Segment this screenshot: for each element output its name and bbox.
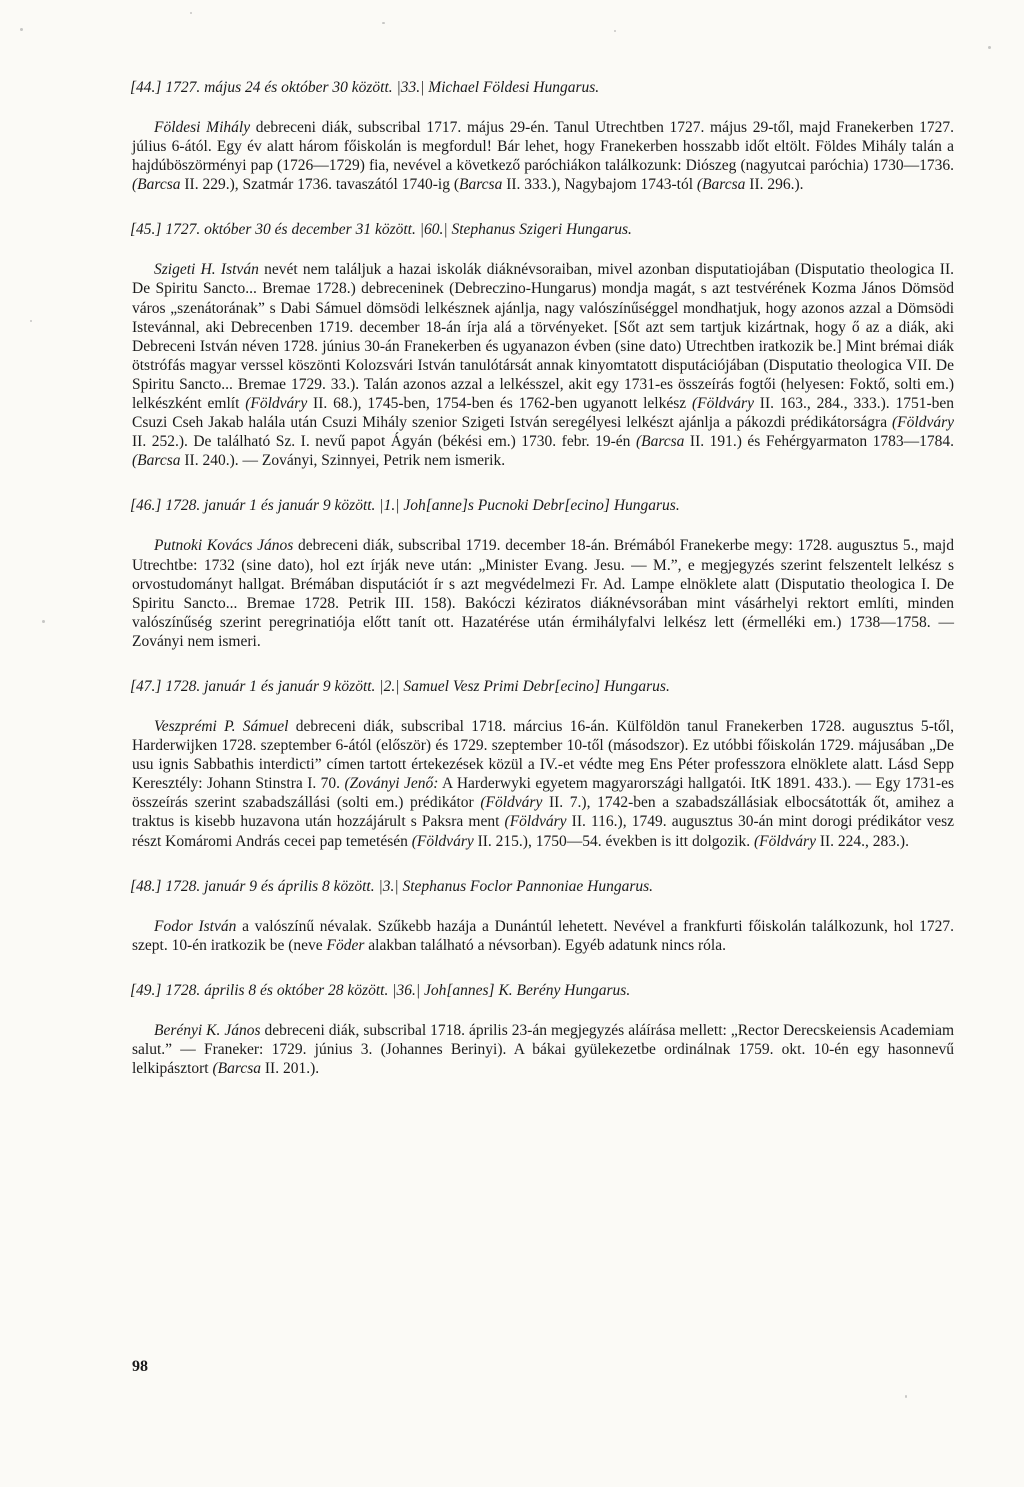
entry-45 (132, 220, 954, 470)
entry-heading: [46.] 1728. január 1 és január 9 között. |1.| Joh[anne]s Pucnoki Debr[ecino] Hungarus. (130, 497, 680, 515)
scan-speck (30, 320, 32, 322)
scan-speck (20, 28, 23, 31)
scan-speck (988, 46, 991, 49)
scan-speck (190, 12, 192, 14)
entry-body: Putnoki Kovács János debreceni diák, subscribal 1719. december 18-án. Brémából Franekerbe megy: 1728. augusztus 5., majd Utrechtbe: 1732 (sine dato), hol ezt írják neve után: „Minister Evang. Jesu. — M.”, e megjegyzés szerint felszentelt lelkész s orvostudományt hallgat. Brémában disputációt ír s azt megvédelmezi Fr. Ad. Lampe elnöklete alatt (Disputatio theologica I. De Spiritu Sancto... Bremae 1728. Petrik III. 158). Bakóczi kéziratos diáknévsorában mint vásárhelyi rektort említi, minden valószínűség szerint peregrinatiója előtt tanít ott. Hazatérése után érmihályfalvi lelkész lett (érmelléki em.) 1738—1758. — Zoványi nem ismeri. (132, 537, 954, 650)
entry-body: Berényi K. János debreceni diák, subscribal 1718. április 23-án megjegyzés aláírása mellett: „Rector Derecskeiensis Academiam salut.” — Franeker: 1729. június 3. (Johannes Berinyi). A bákai gyülekezetbe ordinálnak 1759. okt. 10-én egy hasonnevű lelkipásztort (Barcsa II. 201.). (132, 1021, 955, 1077)
entry-heading: [47.] 1728. január 1 és január 9 között. |2.| Samuel Vesz Primi Debr[ecino] Hungarus. (130, 677, 670, 695)
entry-heading: [44.] 1727. május 24 és október 30 között. |33.| Michael Földesi Hungarus. (130, 79, 600, 96)
page-content (132, 70, 954, 1078)
entry-body: Veszprémi P. Sámuel debreceni diák, subscribal 1718. március 16-án. Külföldön tanul Franekerben 1728. augusztus 5-től, Harderwijken 1728. szeptember 6-ától (először) és 1729. szeptember 10-től (másodszor). Ez utóbbi főiskolán 1729. májusában „De usu ignis Sabbathis interdicti” címen tartott értekezések közül a IV.-et védte meg Ens Péter professzora elnöklete alatt. Lásd Sepp Keresztély: Johann Stinstra I. 70. (Zoványi Jenő: A Harderwyki egyetem magyarországi hallgatói. ItK 1891. 433.). — Egy 1731-es összeírás szerint szabadszállási (solti em.) prédikátor (Földváry II. 7.), 1742-ben a szabadszállásiak elbocsátották őt, amihez a traktus is kisebb huzavona után hozzájárult s Paksra ment (Földváry II. 116.), 1749. augusztus 30-án mint dorogi prédikátor vesz részt Komáromi András cecei pap temetésén (Földváry II. 215.), 1750—54. években is itt dolgozik. (Földváry II. 224., 283.). (132, 717, 954, 850)
entry-body: Szigeti H. István nevét nem találjuk a hazai iskolák diáknévsoraiban, mivel azonban disputatiojában (Disputatio theologica II. De Spiritu Sancto... Bremae 1728.) debreceninek (Debreczino-Hungarus) mondja magát, s azt testvérének Kozma János Dömsöd város „szenátorának” s Dabi Sámuel dömsödi lelkésznek ajánlja, nagy valószínűséggel mondhatjuk, hogy azonos azzal a Dömsödi Istevánnal, aki Debrecenben 1719. december 18-án írja alá a törvényeket. [Sőt azt sem tartjuk kizártnak, hogy ő az a diák, aki Debreceni István néven 1728. június 30-án Franekerben és ugyanazon évben (sine dato) Utrechtben iratkozik be.] Mint brémai diák ötstrófás magyar verssel köszönti Kolozsvári István tanulótársát annak kinyomtatott disputációjában (Disputatio theologica VII. De Spiritu Sancto... Bremae 1729. 33.). Talán azonos azzal a lelkésszel, akit egy 1731-es összeírás fogtői (helyesen: Foktő, solti em.) lelkészként említ (Földváry II. 68.), 1745-ben, 1754-ben és 1762-ben ugyanott lelkész (Földváry II. 163., 284., 333.). 1751-ben Csuzi Cseh Jakab halála után Csuzi Mihály szenior Szigeti István seregélyesi lelkészt ajánlja a pákozdi prédikátorságra (Földváry II. 252.). De található Sz. I. nevű papot Ágyán (békési em.) 1730. febr. 19-én (Barcsa II. 191.) és Fehérgyarmaton 1783—1784. (Barcsa II. 240.). — Zoványi, Szinnyei, Petrik nem ismerik. (132, 261, 954, 470)
scan-speck (42, 620, 45, 623)
scan-speck (905, 1395, 907, 1398)
scan-speck (614, 30, 616, 32)
scan-speck (382, 22, 385, 24)
page-number: 98 (132, 1358, 148, 1375)
entry-48 (132, 877, 954, 955)
entry-body: Földesi Mihály debreceni diák, subscribal 1717. május 29-én. Tanul Utrechtben 1727. május 29-től, majd Franekerben 1727. július 6-ától. Egy év alatt három főiskolán is megfordul! Bár lehet, hogy Franekerben hosszabb időt eltölt. Földes Mihály talán a hajdúböszörményi pap (1726—1729) fia, nevével a következő paróchiákon találkozunk: Diószeg (nagyutcai paróchia) 1730—1736. (Barcsa II. 229.), Szatmár 1736. tavaszától 1740-ig (Barcsa II. 333.), Nagybajom 1743-tól (Barcsa II. 296.). (132, 119, 954, 194)
entry-heading: [49.] 1728. április 8 és október 28 között. |36.| Joh[annes] K. Berény Hungarus. (130, 981, 631, 999)
entry-heading: [48.] 1728. január 9 és április 8 között. |3.| Stephanus Foclor Pannoniae Hungarus. (130, 877, 654, 895)
entry-49 (132, 981, 954, 1078)
entry-47 (132, 677, 954, 851)
entry-46 (132, 496, 954, 651)
entry-body: Fodor István a valószínű névalak. Szűkebb hazája a Dunántúl lehetett. Nevével a frankfurti főiskolán találkozunk, hol 1727. szept. 10-én iratkozik be (neve Föder alakban található a névsorban). Egyéb adatunk nincs róla. (132, 917, 954, 954)
entry-44 (132, 78, 954, 194)
entry-heading: [45.] 1727. október 30 és december 31 között. |60.| Stephanus Szigeri Hungarus. (130, 221, 632, 239)
